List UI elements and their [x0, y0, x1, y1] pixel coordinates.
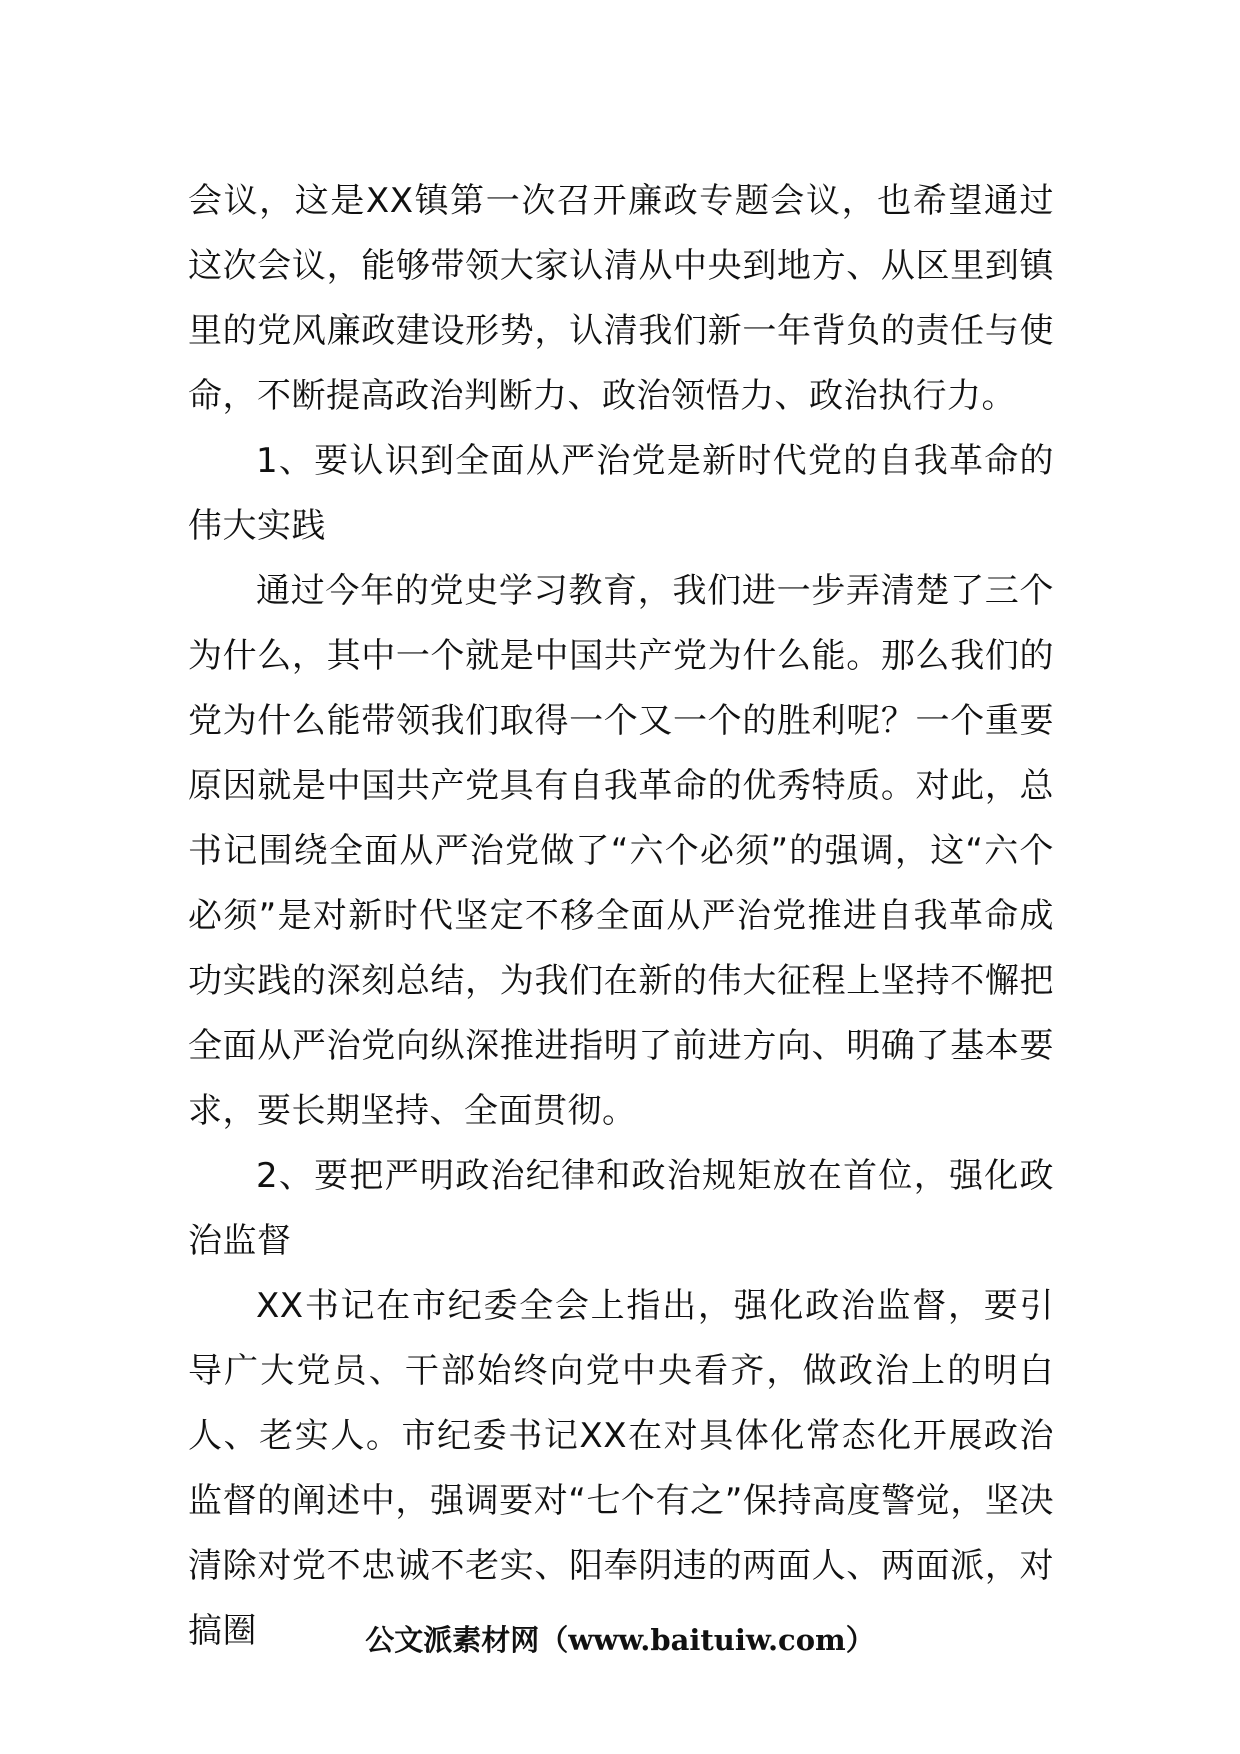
section-heading-1: 1、要认识到全面从严治党是新时代党的自我革命的伟大实践: [188, 441, 1054, 546]
paragraph-body-1: 通过今年的党史学习教育，我们进一步弄清楚了三个为什么，其中一个就是中国共产党为什么能。那么我们的党为什么能带领我们取得一个又一个的胜利呢？一个重要原因就是中国共产党具有自我革命的优秀特质。对此，总书记围绕全面从严治党做了“六个必须”的强调，这“六个必须”是对新时代坚定不移全面从严治党推进自我革命成功实践的深刻总结，为我们在新的伟大征程上坚持不懈把全面从严治党向纵深推进指明了前进方向、明确了基本要求，要长期坚持、全面贯彻。: [188, 571, 1054, 1131]
paragraph-body-2: XX书记在市纪委全会上指出，强化政治监督，要引导广大党员、干部始终向党中央看齐，做政治上的明白人、老实人。市纪委书记XX在对具体化常态化开展政治监督的阐述中，强调要对“七个有之”保持高度警觉，坚决清除对党不忠诚不老实、阳奉阴违的两面人、两面派，对搞圈: [188, 1286, 1054, 1651]
paragraph-continuation: 会议，这是XX镇第一次召开廉政专题会议，也希望通过这次会议，能够带领大家认清从中央到地方、从区里到镇里的党风廉政建设形势，认清我们新一年背负的责任与使命，不断提高政治判断力、政治领悟力、政治执行力。: [188, 181, 1054, 416]
document-body: [188, 169, 1054, 1664]
page-footer-watermark: 公文派素材网（www.baituiw.com）: [365, 1623, 875, 1657]
section-heading-2: 2、要把严明政治纪律和政治规矩放在首位，强化政治监督: [188, 1156, 1054, 1261]
